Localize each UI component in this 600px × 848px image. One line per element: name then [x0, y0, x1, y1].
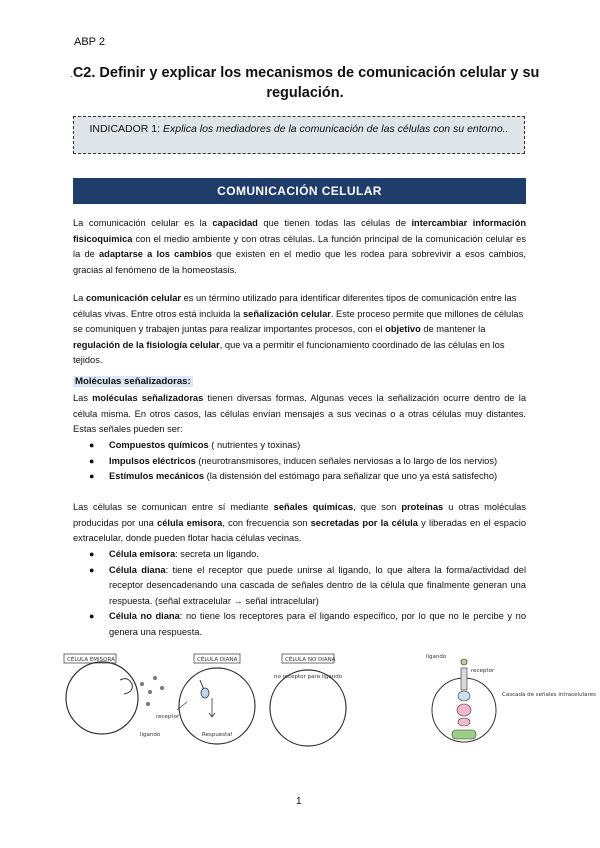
text: La comunicación celular es la [73, 218, 213, 228]
bullet-icon: ● [89, 549, 95, 559]
receptor-icon [201, 688, 209, 698]
bold-text: regulación de la fisiología celular [73, 339, 220, 350]
target-cell-diagram [156, 654, 255, 744]
bold-text: proteínas [401, 502, 444, 512]
label-ligand: ligando [140, 732, 161, 738]
page-number: 1 [296, 796, 302, 807]
text: que existen en el medio que les rodea para sobrevivir a esos cambios, gracias al fenómeno de la homeostasis. [73, 249, 527, 275]
list-item [73, 609, 526, 640]
text: u otras moléculas producidas por una [73, 502, 526, 528]
signal-list [73, 438, 526, 485]
list-item [73, 547, 526, 563]
bold-text: moléculas señalizadoras [92, 393, 204, 403]
text: : no tiene los receptores para el ligando específico, por lo que no le percibe y no genera una respuesta. [109, 611, 526, 637]
receptor-icon [461, 668, 467, 690]
text: Las células se comunican entre sí mediante [73, 502, 274, 512]
bold-text: Célula emisora [109, 549, 176, 559]
bullet-icon: ● [89, 440, 95, 450]
page-title [70, 64, 540, 103]
section-title: COMUNICACIÓN CELULAR [73, 178, 526, 204]
text: de mantener la [420, 324, 486, 334]
cell-signaling-figure [62, 650, 596, 760]
bold-text: secretadas por la célula [310, 517, 418, 528]
non-target-cell-diagram [270, 654, 346, 746]
cell-type-list [73, 547, 526, 640]
label-response: Respuesta! [202, 732, 233, 738]
bold-text: Célula diana [109, 564, 166, 575]
paragraph-definition [73, 291, 526, 369]
bold-text: Estímulos mecánicos [109, 471, 205, 481]
indicator-box [73, 116, 525, 154]
non-target-cell-membrane [270, 670, 346, 746]
text: , que va a permitir el funcionamiento coordinado de las células en los tejidos. [73, 339, 505, 365]
label-ligand-right: ligando [426, 654, 447, 660]
bold-text: Célula no diana [109, 611, 180, 621]
paragraph-molecules [73, 391, 526, 438]
indicator-text: Explica los mediadores de la comunicación de las células con su entorno.. [162, 123, 509, 135]
list-item [73, 438, 526, 454]
text: es un término utilizado para identificar diferentes tipos de comunicación entre las células vivas. Entre otros está incluida la [73, 293, 517, 319]
list-item [73, 469, 526, 485]
emitting-cell-membrane [66, 662, 138, 734]
bold-text: célula emisora [157, 517, 223, 528]
paragraph-intro [73, 216, 526, 278]
title-prefix: . [70, 70, 73, 79]
label-receptor-right: receptor [471, 668, 495, 674]
text: , con frecuencia son [222, 517, 311, 528]
indicator-label: INDICADOR 1: [89, 123, 161, 135]
bold-text: señales químicas [273, 502, 354, 512]
label-no-receptor: no receptor para ligando [274, 674, 343, 680]
bold-text: intercambiar información fisicoquímica [73, 218, 526, 244]
text: , que son [353, 502, 402, 512]
text: (neurotransmisores, inducen señales nerviosas a lo largo de los nervios) [195, 455, 498, 466]
subheading: Moléculas señalizadoras: [75, 376, 191, 387]
text: La [73, 293, 86, 303]
bold-text: capacidad [212, 218, 258, 228]
text: (la distensión del estómago para señalizar que uno ya está satisfecho) [204, 471, 498, 481]
signaling-cascade-diagram [426, 654, 596, 742]
header-label: ABP 2 [74, 36, 105, 48]
text: : secreta un ligando. [175, 549, 259, 559]
bullet-icon: ● [89, 611, 95, 621]
bold-text: objetivo [385, 324, 421, 334]
label-cascade: Cascada de señales intracelulares [502, 692, 596, 698]
text: : tiene el receptor que puede unirse al ligando, lo que altera la forma/actividad del receptor desencadenando una cascada de señales dentro de la célula que finalmente generan una respuesta. (señal extracelular → señal intracelular) [109, 564, 527, 606]
label-receptor: receptor [156, 714, 180, 720]
text: que tienen todas las células de [257, 218, 412, 228]
bold-text: adaptarse a los cambios [99, 249, 212, 259]
bullet-icon: ● [89, 455, 95, 466]
arrow-down-icon [209, 698, 215, 717]
vesicle-icon [120, 679, 132, 694]
text: ( nutrientes y toxinas) [208, 440, 301, 450]
text: con el medio ambiente y con otras células. La función principal de la comunicación celular es la de [73, 233, 526, 259]
paragraph-chemical-signals [73, 500, 526, 547]
label-non-target-cell: CÉLULA NO DIANA [285, 657, 336, 663]
list-item [73, 454, 526, 470]
bullet-icon: ● [89, 471, 95, 481]
bold-text: señalización celular [243, 308, 331, 319]
text: Las [73, 393, 93, 403]
text: y liberadas en el espacio extracelular, donde pueden flotar hacia células vecinas. [73, 517, 526, 543]
bold-text: comunicación celular [85, 293, 182, 303]
label-target-cell: CÉLULA DIANA [197, 657, 238, 663]
title-text: C2. Definir y explicar los mecanismos de comunicación celular y su regulación. [72, 65, 540, 101]
list-item [73, 563, 526, 610]
bold-text: Impulsos eléctricos [109, 455, 196, 466]
emitting-cell-diagram [64, 654, 164, 738]
label-emitting-cell: CÉLULA EMISORA [67, 657, 115, 663]
bold-text: Compuestos químicos [109, 440, 209, 450]
bullet-icon: ● [89, 564, 95, 575]
text: . Este proceso permite que millones de células se comuniquen y trabajen juntas para realizar importantes procesos, con el [73, 308, 524, 334]
text: tienen diversas formas. Algunas veces la señalización ocurre dentro de la célula misma. En otros casos, las células envían mensajes a sus vecinas o a otras células muy distantes. Estas señales pueden ser: [73, 393, 526, 434]
